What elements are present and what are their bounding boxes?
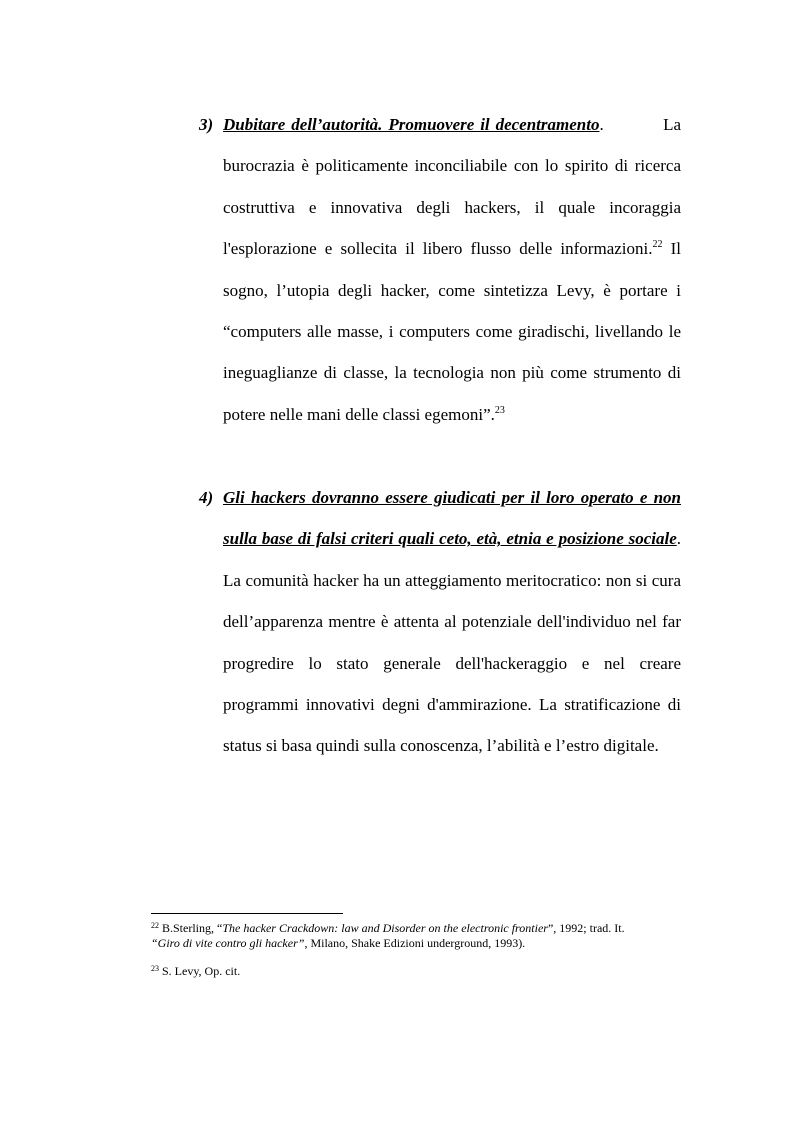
footnotes <box>151 921 681 979</box>
footnote-number: 23 <box>151 964 159 973</box>
item-number: 3) <box>199 115 214 134</box>
footnote-text: B.Sterling, “ <box>162 921 223 935</box>
footnote-23 <box>151 964 681 979</box>
footnote-text: , Milano, Shake Edizioni underground, 1993). <box>304 936 526 950</box>
heading-punct: . <box>599 115 604 134</box>
footnote-number: 22 <box>151 921 159 930</box>
list-item-3 <box>199 104 681 435</box>
footnote-text: S. Levy, Op. cit. <box>162 964 241 978</box>
item-text-continued: Il sogno, l’utopia degli hacker, come sintetizza Levy, è portare i “computers alle masse, i computers come giradischi, livellando le ineguaglianze di classe, la tecnologia non più come strumento di potere nelle mani delle classi egemoni”. <box>223 239 681 424</box>
item-text: La comunità hacker ha un atteggiamento meritocratico: non si cura dell’apparenza mentre è attenta al potenziale dell'individuo nel far progredire lo stato generale dell'hackeraggio e nel creare programmi innovativi degni d'ammirazione. La stratificazione di status si basa quindi sulla conoscenza, l’abilità e l’estro digitale. <box>223 570 681 756</box>
footnote-title: The hacker Crackdown: law and Disorder on the electronic frontier <box>222 921 548 935</box>
item-number: 4) <box>199 488 214 507</box>
heading-punct: . <box>676 529 681 549</box>
list-item-4 <box>199 477 681 767</box>
item-text: La burocrazia è politicamente inconciliabile con lo spirito di ricerca costruttiva e innovativa degli hackers, il quale incoraggia l'esplorazione e sollecita il libero flusso delle informazioni. <box>223 115 682 259</box>
footnote-title: “Giro di vite contro gli hacker” <box>151 936 305 950</box>
footnote-divider <box>151 913 343 914</box>
footnote-ref[interactable]: 22 <box>652 239 663 251</box>
item-body <box>223 104 681 435</box>
item-heading: Dubitare dell’autorità. Promuovere il decentramento <box>223 115 600 134</box>
item-body <box>223 477 681 767</box>
footnote-ref[interactable]: 23 <box>494 404 505 416</box>
item-heading: Gli hackers dovranno essere giudicati per il loro operato e non sulla base di falsi criteri quali ceto, età, etnia e posizione sociale <box>223 488 681 549</box>
footnote-text: ”, 1992; trad. It. <box>547 921 625 935</box>
footnote-22 <box>151 921 681 951</box>
